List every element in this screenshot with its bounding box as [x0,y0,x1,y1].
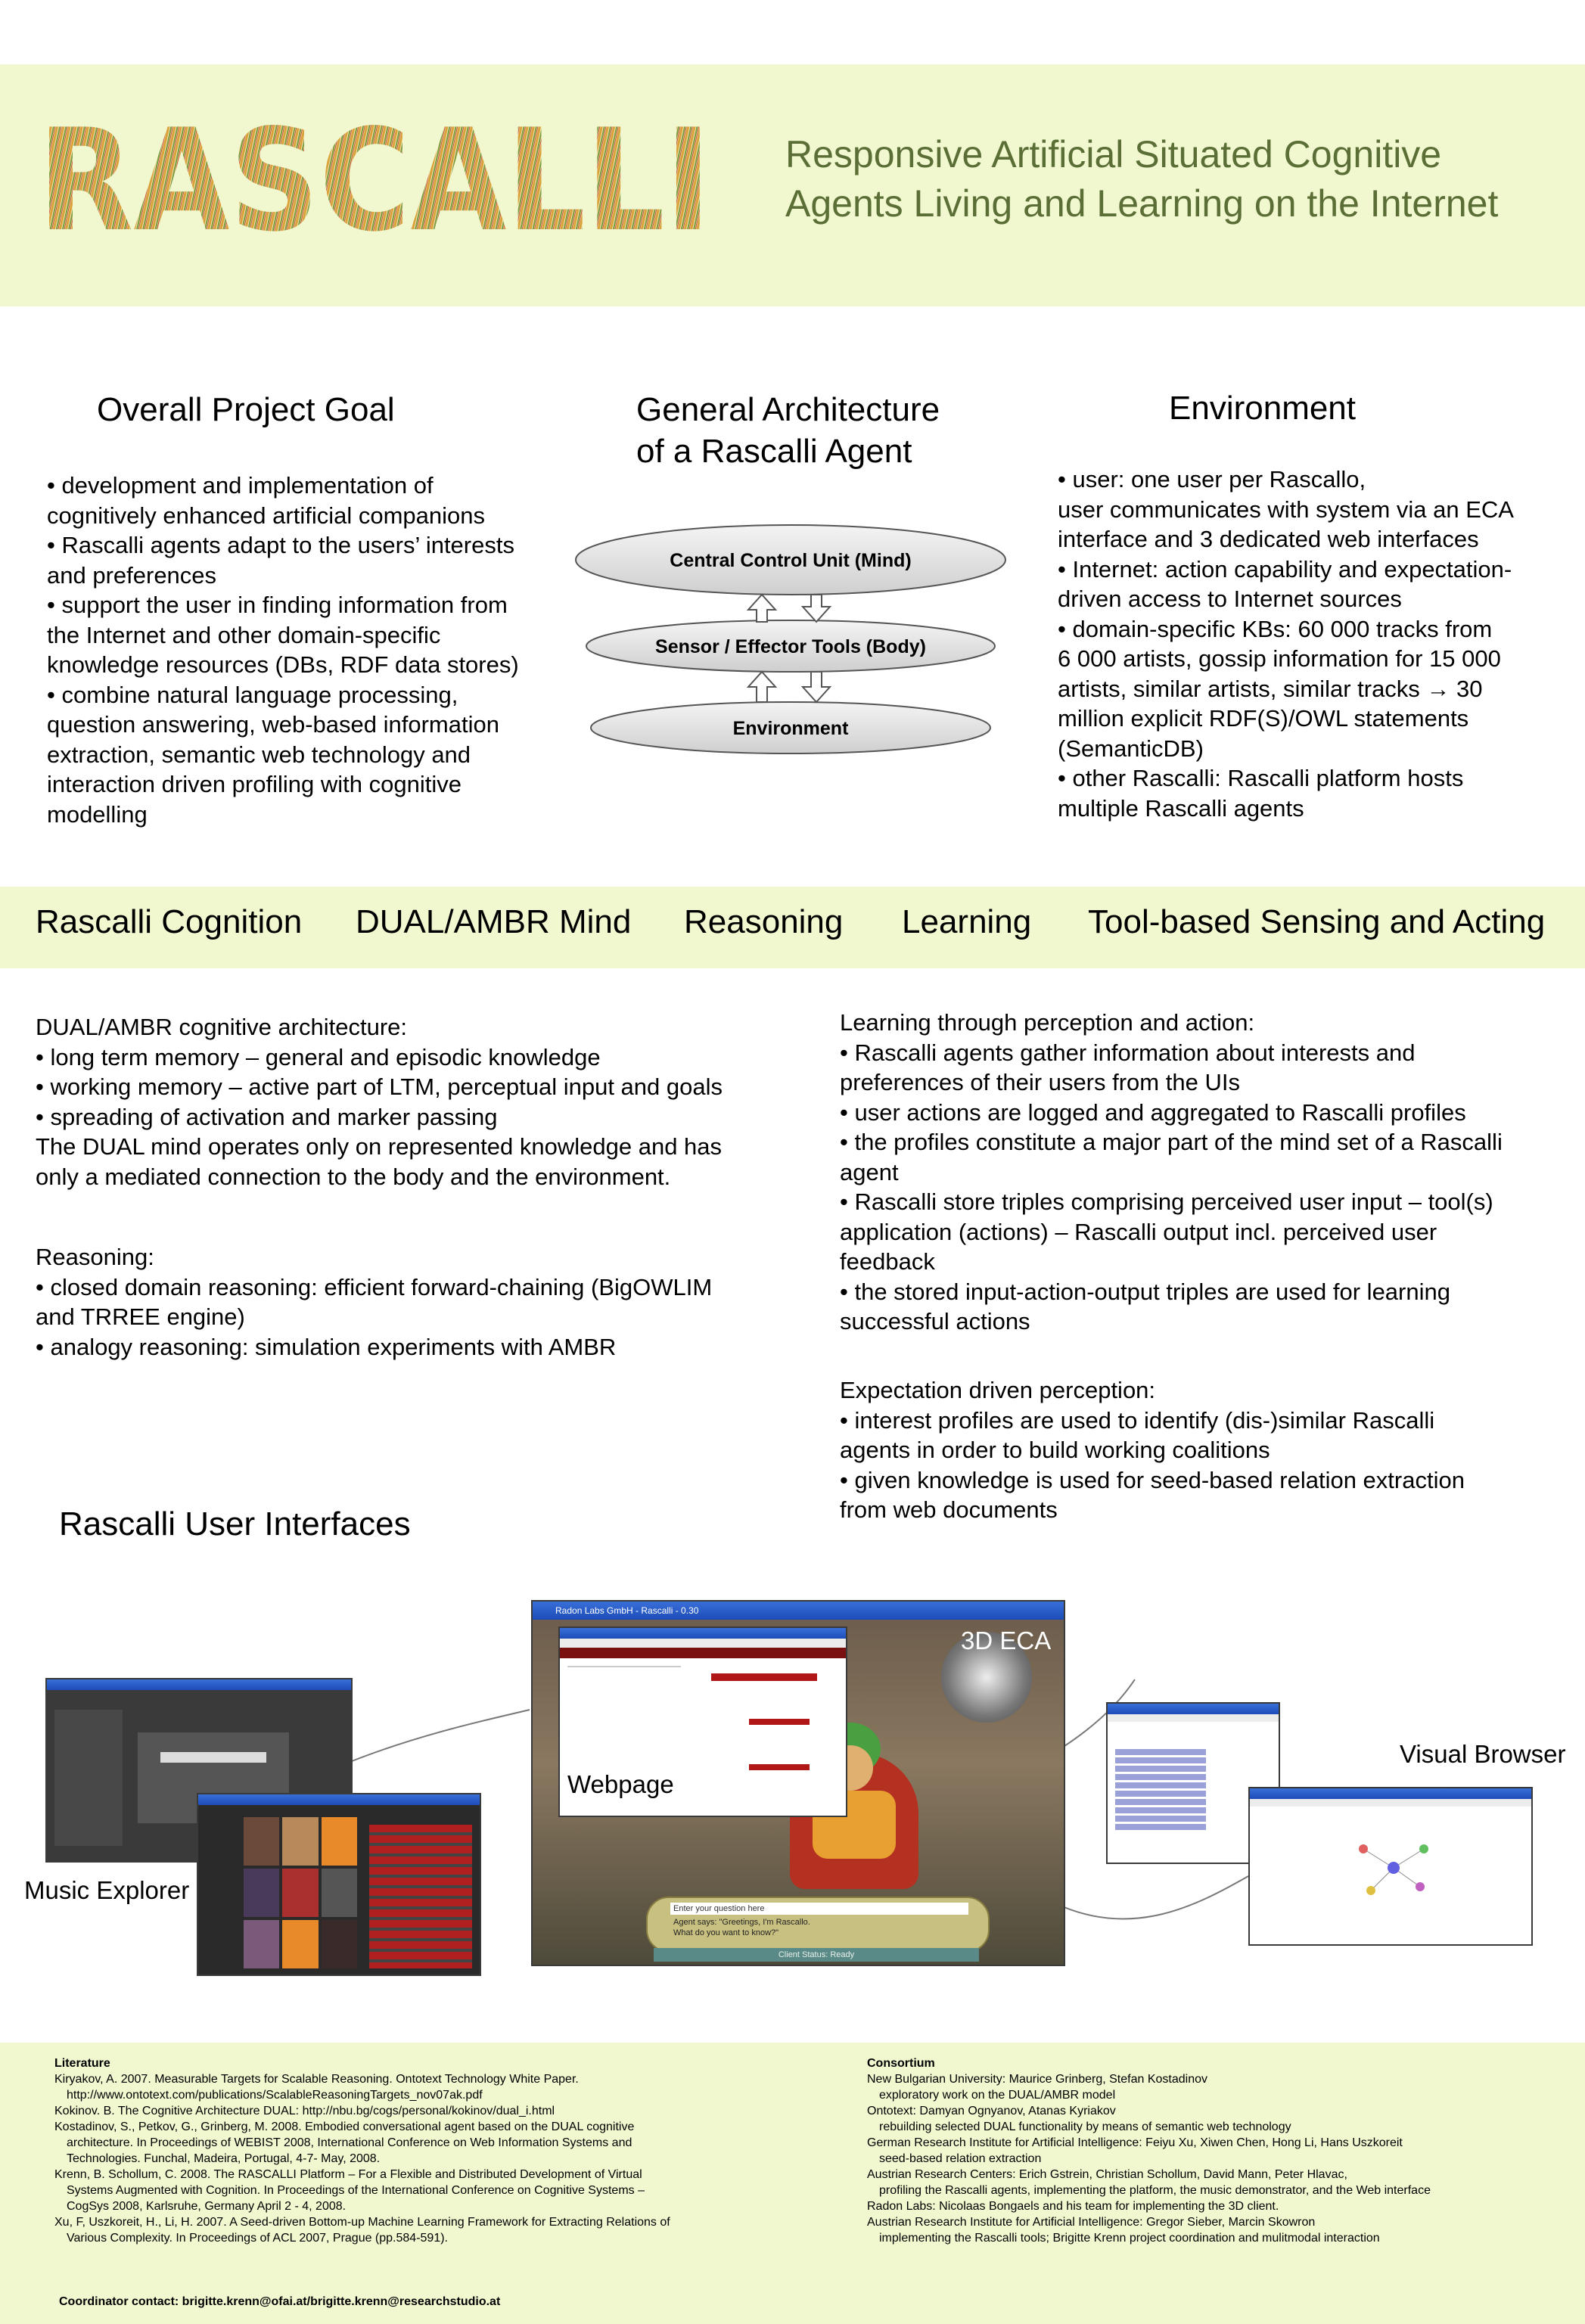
poster-title-line2: Agents Living and Learning on the Internet [785,182,1499,225]
reasoning-line: • closed domain reasoning: efficient forward-chaining (BigOWLIM [36,1273,713,1300]
eca-window-title: Radon Labs GmbH - Rascalli - 0.30 [533,1602,1064,1620]
reasoning-line: Reasoning: [36,1244,154,1270]
goal-body [47,471,519,829]
expectation-line: from web documents [840,1496,1058,1523]
environment-line: user communicates with system via an ECA [1058,496,1514,523]
architecture-heading-line1: General Architecture [636,391,940,428]
consortium-line: rebuilding selected DUAL functionality by means of semantic web technology [879,2120,1291,2133]
literature-reference-line: Kokinov. B. The Cognitive Architecture DUAL: http://nbu.bg/cogs/personal/kokinov/dual_i.html [54,2105,555,2117]
literature-reference-line: CogSys 2008, Karlsruhe, Germany April 2 - 4, 2008. [67,2200,347,2213]
learning-line: Learning through perception and action: [840,1009,1255,1036]
learning-line: • Rascalli store triples comprising perceived user input – tool(s) [840,1188,1493,1215]
environment-line: artists, similar artists, similar tracks → 30 [1058,675,1483,702]
expectation-section [840,1375,1465,1525]
learning-line: • user actions are logged and aggregated to Rascalli profiles [840,1098,1466,1126]
rascalli-logo [38,98,711,263]
goal-line: interaction driven profiling with cognitive [47,771,462,797]
up-arrow-icon [748,672,775,702]
literature-reference-line: Systems Augmented with Cognition. In Proceedings of the International Conference on Cognitive Systems – [67,2184,645,2197]
learning-line: preferences of their users from the UIs [840,1069,1240,1095]
goal-line: • development and implementation of [47,472,434,499]
learning-section [840,1008,1503,1337]
dual-line: • working memory – active part of LTM, perceptual input and goals [36,1073,723,1100]
consortium-line: Radon Labs: Nicolaas Bongaels and his team for implementing the 3D client. [867,2200,1279,2213]
environment-heading: Environment [1169,390,1357,427]
goal-line: cognitively enhanced artificial companions [47,502,485,529]
dual-line: The DUAL mind operates only on represented knowledge and has [36,1133,723,1160]
poster-title-line1: Responsive Artificial Situated Cognitive [785,133,1442,176]
reasoning-line: and TRREE engine) [36,1303,245,1330]
literature-reference-line: Technologies. Funchal, Madeira, Portugal, 4-7- May, 2008. [67,2152,381,2165]
consortium-line: Ontotext: Damyan Ognyanov, Atanas Kyriakov [867,2105,1116,2117]
learning-line: agent [840,1158,899,1185]
literature-reference-line: Various Complexity. In Proceedings of ACL 2007, Prague (pp.584-591). [67,2232,448,2245]
learning-line: • the profiles constitute a major part of the mind set of a Rascalli [840,1129,1503,1155]
expectation-line: agents in order to build working coalitions [840,1437,1270,1463]
eca-status-bar: Client Status: Ready [654,1948,979,1962]
goal-line: modelling [47,800,148,828]
topic-tool-based-sensing: Tool-based Sensing and Acting [1088,903,1546,940]
goal-line: knowledge resources (DBs, RDF data stores) [47,651,519,678]
dual-line: only a mediated connection to the body and the environment. [36,1163,671,1190]
dual-ambr-section [36,1012,723,1192]
literature-heading: Literature [54,2057,110,2070]
goal-line: the Internet and other domain-specific [47,621,441,648]
consortium-heading: Consortium [867,2057,935,2070]
literature-reference-line: http://www.ontotext.com/publications/ScalableReasoningTargets_nov07ak.pdf [67,2089,483,2102]
environment-line: million explicit RDF(S)/OWL statements [1058,705,1469,732]
consortium-line: German Research Institute for Artificial Intelligence: Feiyu Xu, Xiwen Chen, Hong Li, Hans Uszkoreit [867,2136,1403,2149]
body-layer-label: Sensor / Effector Tools (Body) [655,636,926,657]
down-arrow-icon [803,672,830,702]
consortium-line: seed-based relation extraction [879,2152,1042,2165]
consortium-line: profiling the Rascalli agents, implementing the platform, the music demonstrator, and the Web interface [879,2184,1431,2197]
consortium-line: Austrian Research Centers: Erich Gstrein, Christian Schollum, David Mann, Peter Hlavac, [867,2168,1347,2181]
eca-label: 3D ECA [961,1626,1052,1654]
consortium-line: Austrian Research Institute for Artificial Intelligence: Gregor Sieber, Marcin Skowron [867,2216,1316,2229]
environment-line: • other Rascalli: Rascalli platform hosts [1058,765,1464,791]
eca-question-input[interactable]: Enter your question here [670,1903,968,1915]
expectation-line: Expectation driven perception: [840,1377,1156,1403]
environment-layer-label: Environment [732,718,849,739]
goal-line: extraction, semantic web technology and [47,741,471,768]
reasoning-line: • analogy reasoning: simulation experiments with AMBR [36,1333,617,1360]
literature-section [54,2055,670,2246]
goal-heading: Overall Project Goal [97,391,395,428]
mind-layer-label: Central Control Unit (Mind) [670,550,912,571]
eca-dialog-panel [646,1897,990,1953]
consortium-line: implementing the Rascalli tools; Brigitte Krenn project coordination and mulitmodal interaction [879,2232,1380,2245]
goal-line: and preferences [47,561,217,589]
learning-line: • Rascalli agents gather information about interests and [840,1039,1416,1066]
up-arrow-icon [748,595,775,622]
down-arrow-icon [803,595,830,622]
environment-line: (SemanticDB) [1058,735,1204,762]
ui-heading: Rascalli User Interfaces [59,1505,411,1543]
dual-line: • long term memory – general and episodic knowledge [36,1043,601,1070]
eca-agent-response-line2: What do you want to know?" [673,1928,779,1937]
music-explorer-screenshot-front [197,1793,481,1976]
consortium-line: exploratory work on the DUAL/AMBR model [879,2089,1116,2102]
goal-line: • support the user in finding information from [47,592,508,618]
expectation-line: • interest profiles are used to identify (dis-)similar Rascalli [840,1406,1435,1434]
environment-line: • Internet: action capability and expectation- [1058,555,1512,583]
topic-reasoning: Reasoning [684,903,844,940]
visual-browser-label: Visual Browser [1400,1740,1566,1768]
learning-line: feedback [840,1248,935,1275]
coordinator-contact: Coordinator contact: brigitte.krenn@ofai.at/brigitte.krenn@researchstudio.at [59,2295,501,2308]
environment-line: • user: one user per Rascallo, [1058,466,1366,492]
learning-line: application (actions) – Rascalli output incl. perceived user [840,1218,1437,1245]
environment-line: • domain-specific KBs: 60 000 tracks from [1058,615,1493,642]
topic-rascalli-cognition: Rascalli Cognition [36,903,303,940]
eca-agent-response-line1: Agent says: "Greetings, I'm Rascallo. [673,1918,810,1927]
dual-line: DUAL/AMBR cognitive architecture: [36,1014,408,1040]
literature-reference-line: architecture. In Proceedings of WEBIST 2008, International Conference on Web Information Systems and [67,2136,632,2149]
environment-body [1058,464,1514,823]
environment-line: interface and 3 dedicated web interfaces [1058,526,1479,552]
goal-line: • Rascalli agents adapt to the users’ interests [47,532,514,558]
architecture-diagram [571,520,1010,763]
svg-text:RASCALLI: RASCALLI [38,98,711,263]
learning-line: • the stored input-action-output triples are used for learning [840,1278,1450,1305]
visual-browser-screenshot-front [1248,1787,1533,1946]
dual-line: • spreading of activation and marker passing [36,1103,498,1130]
goal-line: question answering, web-based information [47,711,499,738]
topic-dual-ambr-mind: DUAL/AMBR Mind [356,903,632,940]
literature-reference-line: Xu, F, Uszkoreit, H., Li, H. 2007. A Seed-driven Bottom-up Machine Learning Framework for Extracting Relations of [54,2216,670,2229]
environment-line: driven access to Internet sources [1058,586,1402,612]
consortium-section [867,2055,1431,2246]
music-explorer-label: Music Explorer [24,1876,190,1904]
environment-line: 6 000 artists, gossip information for 15 000 [1058,645,1501,672]
learning-line: successful actions [840,1308,1030,1334]
literature-reference-line: Kiryakov, A. 2007. Measurable Targets for Scalable Reasoning. Ontotext Technology White Paper. [54,2073,579,2086]
webpage-label: Webpage [567,1770,674,1798]
consortium-line: New Bulgarian University: Maurice Grinberg, Stefan Kostadinov [867,2073,1207,2086]
literature-reference-line: Kostadinov, S., Petkov, G., Grinberg, M. 2008. Embodied conversational agent based on the DUAL cognitive [54,2120,635,2133]
expectation-line: • given knowledge is used for seed-based relation extraction [840,1466,1465,1493]
graph-visualization-icon [1348,1834,1439,1902]
architecture-heading-line2: of a Rascalli Agent [636,433,912,470]
environment-line: multiple Rascalli agents [1058,794,1304,822]
goal-line: • combine natural language processing, [47,681,458,708]
topic-learning: Learning [902,903,1032,940]
literature-reference-line: Krenn, B. Schollum, C. 2008. The RASCALLI Platform – For a Flexible and Distributed Development of Virtual [54,2168,642,2181]
reasoning-section [36,1242,712,1362]
